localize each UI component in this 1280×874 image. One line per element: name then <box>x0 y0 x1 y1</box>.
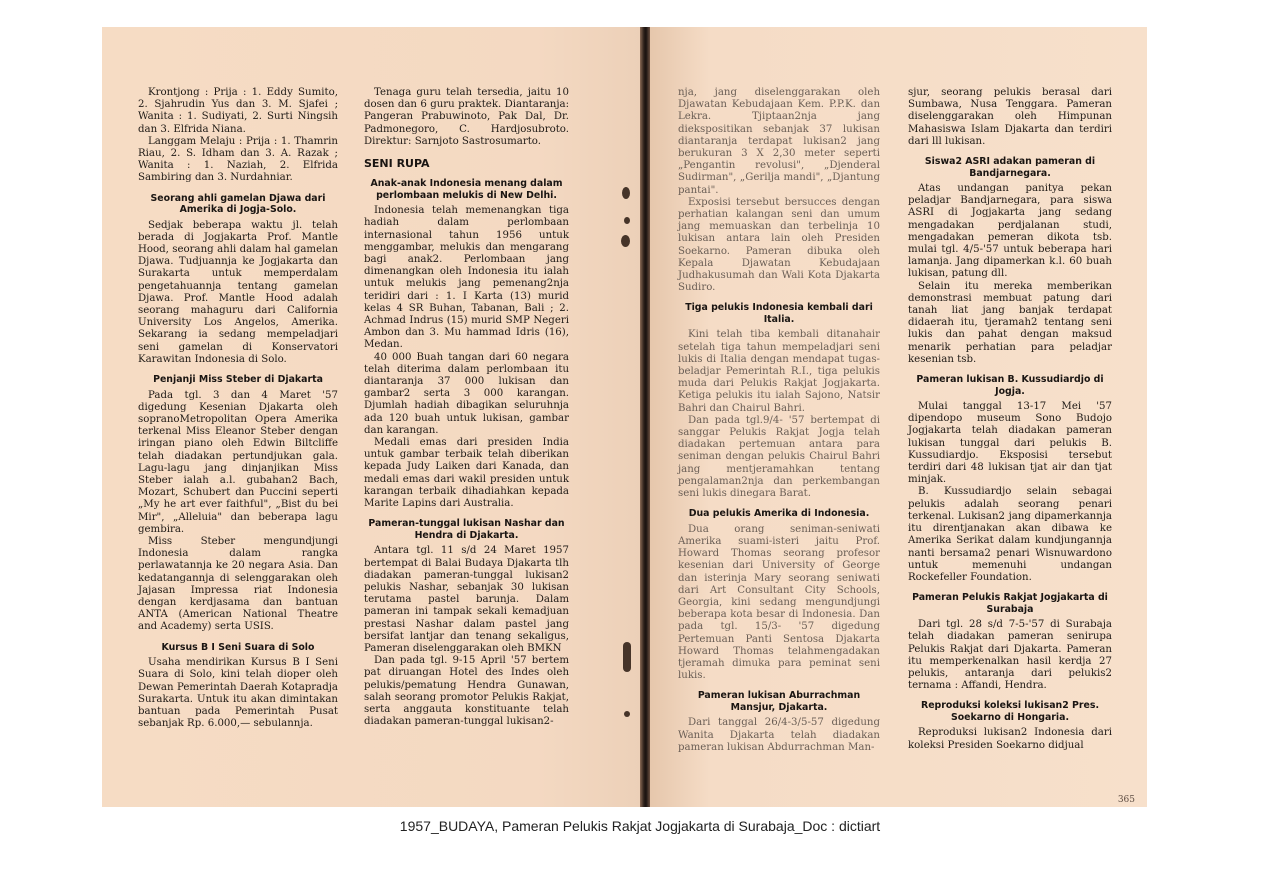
article-heading: Anak-anak Indonesia menang dalam perlombaan melukis di New Delhi. <box>370 178 563 201</box>
article-heading: Pameran Pelukis Rakjat Jogjakarta di Surabaja <box>912 592 1108 615</box>
paragraph: Exposisi tersebut bersucces dengan perhatian kalangan seni dan umum jang memuaskan dan terbelinja 10 lukisan antara lain oleh Presiden Soekarno. Pameran dibuka oleh Kepala Djawatan Kebudajaan Judhakusumah dan Wali Kota Djakarta Sudiro. <box>678 196 880 294</box>
paragraph: Dari tanggal 26/4-3/5-57 digedung Wanita Djakarta telah diadakan pameran lukisan Abdurrachman Man- <box>678 717 880 753</box>
paragraph: Indonesia telah memenangkan tiga hadiah dalam perlombaan internasional tahun 1956 untuk menggambar, melukis dan mengarang bagi anak2. Perlombaan jang dimenangkan oleh Indonesia itu ialah untuk melukis jang pemenang2nja teridiri dari : 1. I Karta (13) murid kelas 4 SR Buhan, Tabanan, Bali ; 2. Achmad Indrus (15) murid SMP Negeri Ambon dan 3. Mu hammad Idris (16), Medan. <box>364 205 569 351</box>
book-spine <box>640 27 650 807</box>
paragraph: Sedjak beberapa waktu jl. telah berada di Jogjakarta Prof. Mantle Hood, seorang ahli dalam hal gamelan Djawa. Tudjuannja ke Jogjakarta dan Surakarta untuk memperdalam pengetahuannja tentang gamelan Djawa. Prof. Mantle Hood adalah seorang mahaguru dari California University Los Angelos, Amerika. Sekarang ia sedang mempeladjari seni gamelan di Konservatori Karawitan Indonesia di Solo. <box>138 219 338 365</box>
paragraph: Atas undangan panitya pekan peladjar Bandjarnegara, para siswa ASRI di Jogjakarta jang sedang mengadakan perdjalanan studi, mengadakan pemeran dikota tsb. mulai tgl. 4/5-'57 untuk beberapa hari lamanja. Jang dipamerkan k.l. 60 buah lukisan, patung dll. <box>908 183 1112 280</box>
article-heading: Pameran lukisan B. Kussudiardjo di Jogja. <box>916 374 1104 397</box>
article-heading: Siswa2 ASRI adakan pameran di Bandjarnegara. <box>924 156 1096 179</box>
article-heading: Tiga pelukis Indonesia kembali dari Italia. <box>685 302 873 325</box>
paragraph: B. Kussudiardjo selain sebagai pelukis adalah seorang penari terkenal. Lukisan2 jang dipamerkannja itu direntjanakan akan dibawa ke Amerika Serikat dalam kundjungannja nanti bersama2 penari Wisnuwardono untuk memenuhi undangan Rockefeller Foundation. <box>908 486 1112 583</box>
paragraph: Tenaga guru telah tersedia, jaitu 10 dosen dan 6 guru praktek. Diantaranja: Pangeran Prabuwinoto, Pak Dal, Dr. Padmonegoro, C. Hardjosubroto. Direktur: Sarnjoto Sastrosumarto. <box>364 87 569 147</box>
paragraph: Kini telah tiba kembali ditanahair setelah tiga tahun mempeladjari seni lukis di Italia dengan mendapat tugas-beladjar Pemerintah R.I., tiga pelukis muda dari Pelukis Rakjat Jogjakarta. Ketiga pelukis itu ialah Sajono, Natsir Bahri dan Chairul Bahri. <box>678 329 880 414</box>
column-3 <box>678 87 880 754</box>
paragraph: Antara tgl. 11 s/d 24 Maret 1957 bertempat di Balai Budaya Djakarta tlh diadakan pameran-tunggal lukisan2 pelukis Nashar, sebanjak 30 lukisan terutama pastel barunja. Dalam pameran ini tampak sekali kemadjuan prestasi Nashar dalam pastel jang bersifat lantjar dan tenang sekaligus, Pameran diselenggarakan oleh BMKN <box>364 545 569 654</box>
scanned-magazine-spread <box>102 27 1147 807</box>
paragraph: Dan pada tgl.9/4- '57 bertempat di sanggar Pelukis Rakjat Jogja telah diadakan pertemuan antara para seniman dengan pelukis Chairul Bahri jang mentjeramahkan tentang pengalaman2nja dan perkembangan seni lukis dinegara Barat. <box>678 414 880 500</box>
column-4 <box>908 87 1112 752</box>
article-heading: Dua pelukis Amerika di Indonesia. <box>688 508 870 520</box>
paragraph: nja, jang diselenggarakan oleh Djawatan Kebudajaan Kem. P.P.K. dan Lekra. Tjiptaan2nja jang diekspositikan sebanjak 37 lukisan diantaranja terdapat lukisan2 jang berukuran 3 X 2,30 meter seperti „Pengantin revolusi", „Djenderal Sudirman", „Gerilja mandi", „Djantung pantai". <box>678 87 880 196</box>
article-heading: Pameran-tunggal lukisan Nashar dan Hendra di Djakarta. <box>368 518 565 541</box>
paragraph: 40 000 Buah tangan dari 60 negara telah diterima dalam perlombaan itu diantaranja 37 000 lukisan dan gambar2 serta 3 000 karangan. Djumlah hadiah dibagikan seluruhnja ada 120 buah untuk lukisan, gambar dan karangan. <box>364 351 569 436</box>
article-heading: Kursus B I Seni Suara di Solo <box>161 641 315 653</box>
paragraph: Krontjong : Prija : 1. Eddy Sumito, 2. Sjahrudin Yus dan 3. M. Sjafei ; Wanita : 1. Sudiyati, 2. Surti Ningsih dan 3. Elfrida Niana. <box>138 87 338 135</box>
left-page <box>102 27 644 807</box>
paragraph: Selain itu mereka memberikan demonstrasi membuat patung dari tanah liat jang banjak terdapat didaerah itu, tjeramah2 tentang seni lukis dan pahat dengan maksud menarik perhatian para peladjar kesenian tsb. <box>908 280 1112 365</box>
article-heading: Reproduksi koleksi lukisan2 Pres. Soekarno di Hongaria. <box>920 700 1099 723</box>
right-page <box>650 27 1147 807</box>
ink-stain <box>622 187 630 199</box>
paragraph: Reproduksi lukisan2 Indonesia dari koleksi Presiden Soekarno didjual <box>908 727 1112 751</box>
article-heading: Seorang ahli gamelan Djawa dari Amerika di Jogja-Solo. <box>150 192 326 216</box>
column-2 <box>364 87 569 728</box>
paragraph: Dari tgl. 28 s/d 7-5-'57 di Surabaja telah diadakan pameran senirupa Pelukis Rakjat dari Djakarta. Pameran itu memperkenalkan hasil kerdja 27 pelukis, antaranja dari pelukis2 ternama : Affandi, Hendra. <box>908 619 1112 692</box>
paragraph: Usaha mendirikan Kursus B I Seni Suara di Solo, kini telah dioper oleh Dewan Pemerintah Daerah Kotapradja Surakarta. Untuk itu akan dimintakan bantuan pada Pemerintah Pusat sebanjak Rp. 6.000,— sebulannja. <box>138 657 338 730</box>
ink-stain <box>621 235 630 247</box>
article-heading: Pameran lukisan Aburrachman Mansjur, Djakarta. <box>697 690 861 713</box>
paragraph: Medali emas dari presiden India untuk gambar terbaik telah diberikan kepada Judy Laiken dari Kanada, dan medali emas dari wakil presiden untuk karangan terbaik dihadiahkan kepada Marite Lapins dari Australia. <box>364 437 569 510</box>
paragraph: Mulai tanggal 13-17 Mei '57 dipendopo museum Sono Budojo Jogjakarta telah diadakan pameran lukisan tunggal dari pelukis B. Kussudiardjo. Eksposisi tersebut terdiri dari 48 lukisan tjat air dan tjat minjak. <box>908 401 1112 486</box>
paragraph: Dan pada tgl. 9-15 April '57 bertem pat diruangan Hotel des Indes oleh pelukis/pematung Hendra Gunawan, salah seorang promotor Pelukis Rakjat, serta anggauta konstituante telah diadakan pameran-tunggal lukisan2- <box>364 655 569 728</box>
paragraph: Pada tgl. 3 dan 4 Maret '57 digedung Kesenian Djakarta oleh sopranoMetropolitan Opera Amerika terkenal Miss Eleanor Steber dengan iringan piano oleh Edwin Biltcliffe telah diadakan pertundjukan gala. Lagu-lagu jang dinjanjikan Miss Steber ialah a.l. gubahan2 Bach, Mozart, Schubert dan Puccini seperti „My he art ever faithful", „Bist du bei Mir", „Alleluia" dan beberapa lagu gembira. <box>138 389 338 535</box>
column-1 <box>138 87 338 730</box>
article-heading: Penjanji Miss Steber di Djakarta <box>153 374 323 386</box>
ink-stain <box>624 217 630 224</box>
image-caption: 1957_BUDAYA, Pameran Pelukis Rakjat Jogjakarta di Surabaja_Doc : dictiart <box>399 818 881 834</box>
paragraph: Langgam Melaju : Prija : 1. Thamrin Riau, 2. S. Idham dan 3. A. Razak ; Wanita : 1. Naziah, 2. Elfrida Sambiring dan 3. Nurdahniar. <box>138 135 338 184</box>
section-title: SENI RUPA <box>364 157 430 171</box>
page-number: 365 <box>1117 795 1135 805</box>
paragraph: Dua orang seniman-seniwati Amerika suami-isteri jaitu Prof. Howard Thomas seorang profesor kesenian dari University of George dan isterinja Mary seorang seniwati dari Art Consultant City Schools, Georgia, kini sedang mengundjungi beberapa kota besar di Indonesia. Dan pada tgl. 15/3- '57 digedung Pertemuan Panti Sentosa Djakarta Howard Thomas telahmengadakan tjeramah dimuka para peminat seni lukis. <box>678 523 880 682</box>
paragraph: Miss Steber mengundjungi Indonesia dalam rangka perlawatannja ke 20 negara Asia. Dan kedatangannja di selenggarakan oleh Jajasan Impressa riat Indonesia dengan kerdjasama dan bantuan ANTA (American National Theatre and Academy) serta USIS. <box>138 536 338 633</box>
ink-stain <box>624 711 630 717</box>
paragraph: sjur, seorang pelukis berasal dari Sumbawa, Nusa Tenggara. Pameran diselenggarakan oleh Himpunan Mahasiswa Islam Djakarta dan terdiri dari lll lukisan. <box>908 87 1112 147</box>
ink-stain <box>623 642 631 672</box>
